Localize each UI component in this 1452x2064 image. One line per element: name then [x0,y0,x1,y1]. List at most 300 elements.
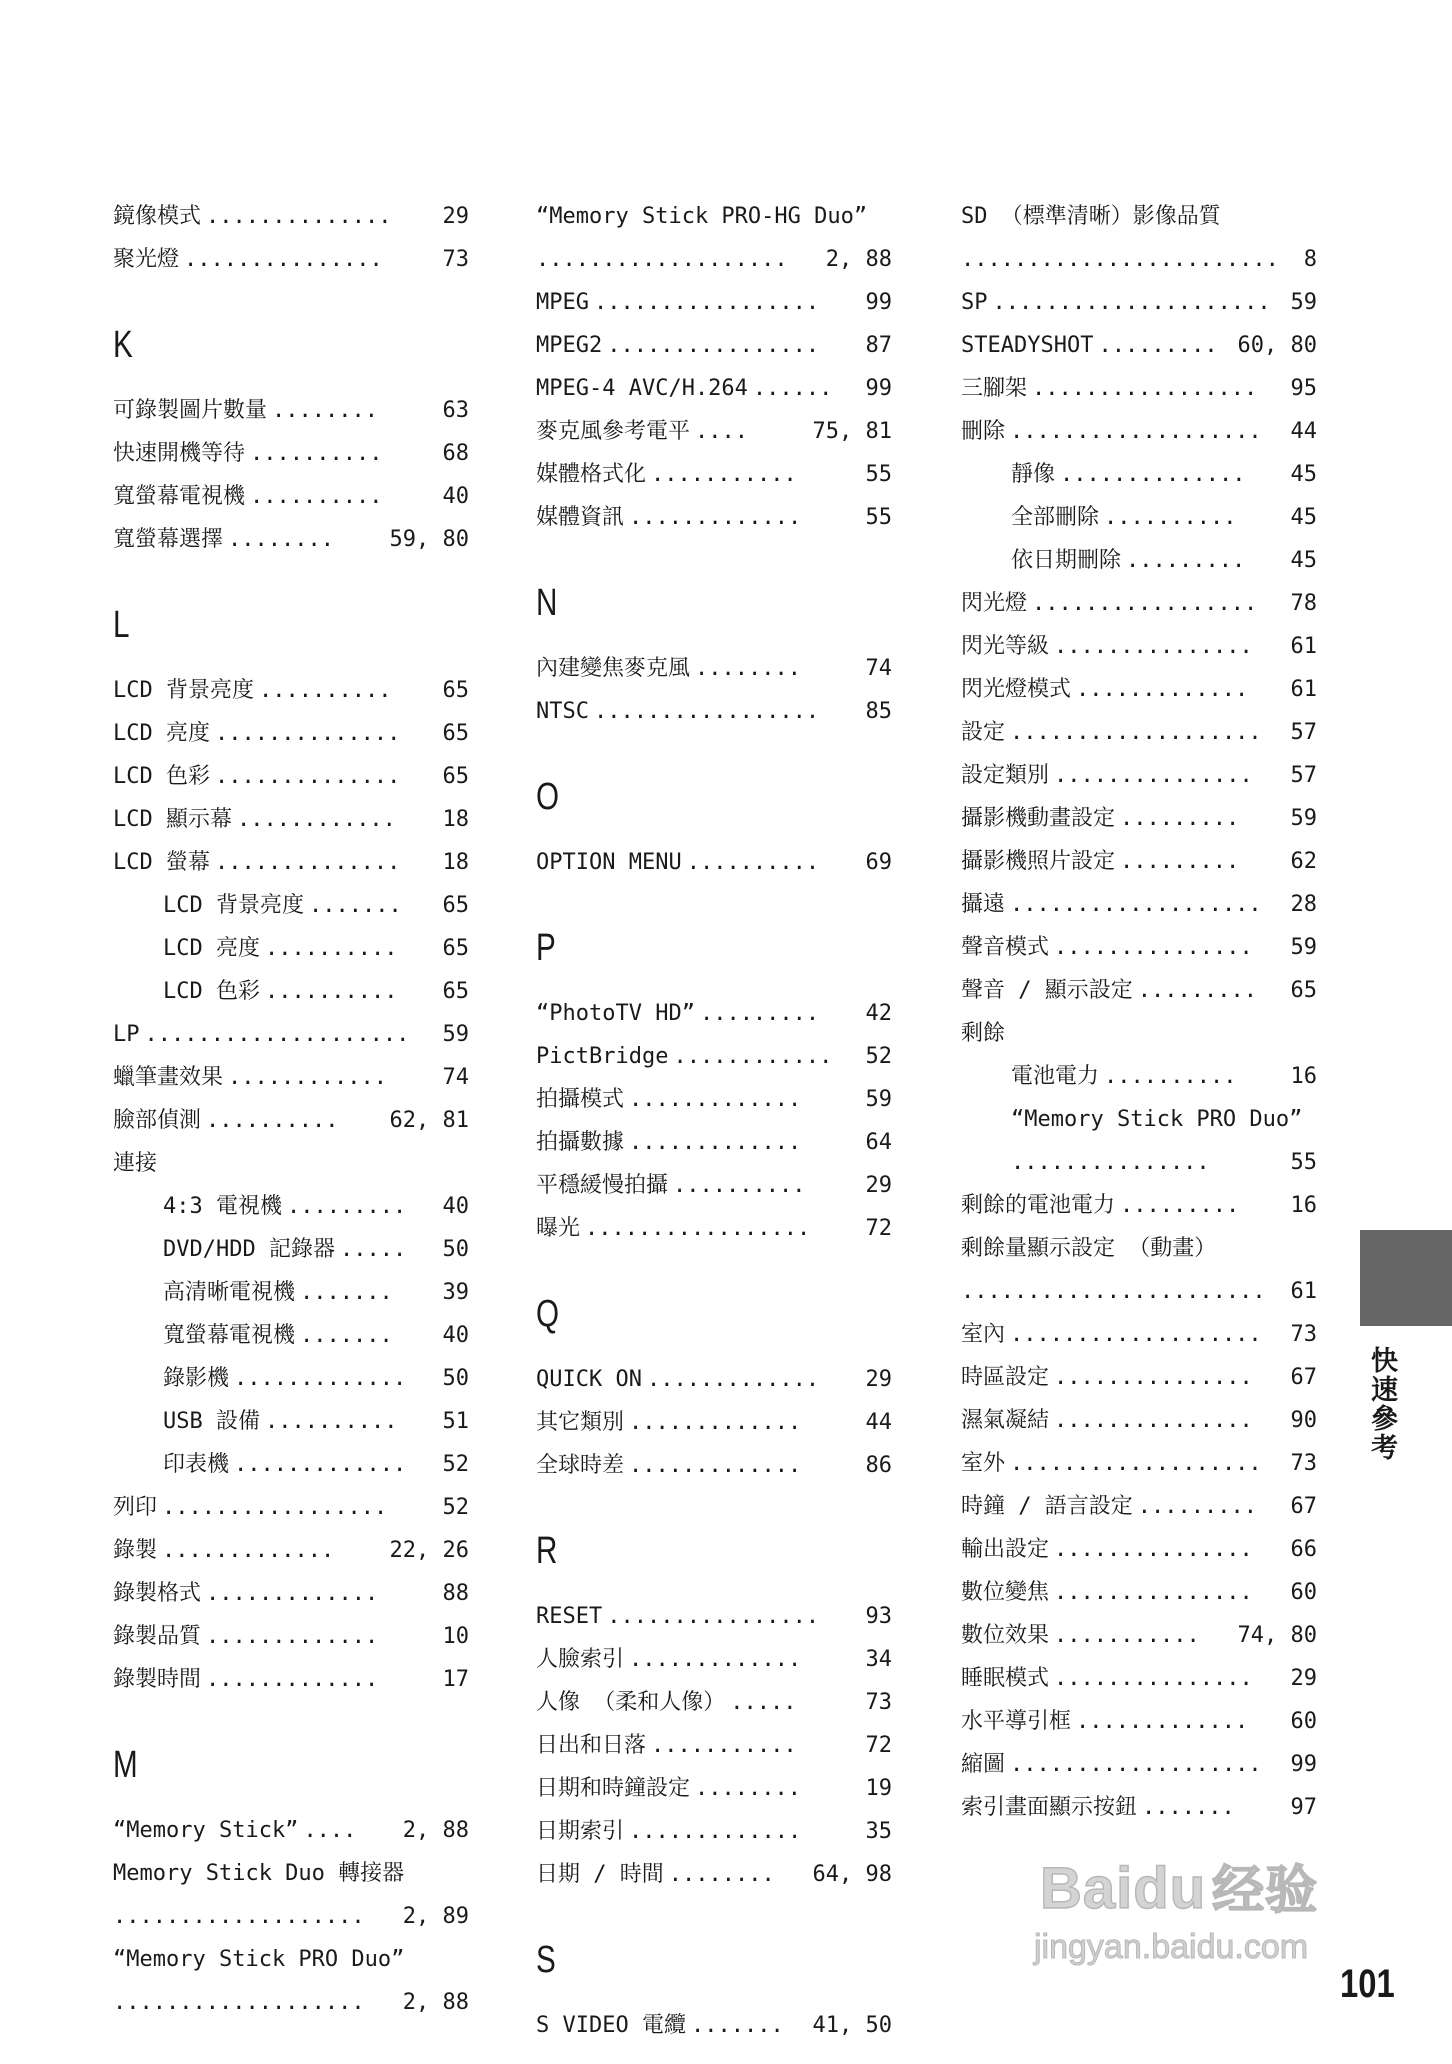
entry-term: 攝影機動畫設定 [961,806,1116,831]
index-entry [536,1078,892,1121]
index-entry [961,926,1317,969]
page-reference: 57 [1290,763,1317,788]
index-entry [961,668,1317,711]
page-reference: 59 [1290,290,1317,315]
entry-term: 縮圖 [961,1752,1006,1777]
entry-term: LP [113,1022,140,1047]
index-entry [536,410,892,453]
entry-term: 臉部偵測 [113,1108,202,1133]
entry-term: 靜像 [1011,462,1056,487]
page-reference: 65 [1290,978,1317,1003]
entry-term: 快速開機等待 [113,441,246,466]
index-entry [113,238,469,281]
page-reference: 73 [1290,1451,1317,1476]
index-entry [961,1743,1317,1786]
index-entry [536,992,892,1035]
index-subentry [113,1357,469,1400]
index-entry [536,1207,892,1250]
entry-term: 蠟筆畫效果 [113,1065,224,1090]
dot-leader: ........ [228,527,334,552]
page-reference: 59 [442,1022,469,1047]
dot-leader: ....... [1142,1795,1235,1820]
entry-term: 寬螢幕電視機 [113,484,246,509]
index-column-2 [536,195,892,2047]
page-reference: 50 [442,1366,469,1391]
entry-term: 聲音模式 [961,935,1050,960]
page-reference: 44 [865,1410,892,1435]
entry-term: 麥克風參考電平 [536,419,691,444]
index-entry [961,1614,1317,1657]
entry-term: 列印 [113,1495,158,1520]
dot-leader: ............. [629,1647,802,1672]
index-entry [961,1313,1317,1356]
page-reference: 59 [865,1087,892,1112]
dot-leader: ........... [651,462,797,487]
index-entry [536,647,892,690]
dot-leader: ........ [695,1776,801,1801]
entry-term: USB 設備 [163,1409,260,1434]
dot-leader: .......... [258,678,392,703]
index-subentry [113,1400,469,1443]
entry-term: 鏡像模式 [113,204,202,229]
page-reference: 99 [1290,1752,1317,1777]
dot-leader: .......... [250,441,383,466]
dot-leader: ............. [646,1367,820,1392]
dot-leader: ............ [228,1065,387,1090]
index-entry [113,1938,469,2024]
index-entry [113,669,469,712]
section-letter-heading: R [536,1530,559,1572]
page-reference: 2, 88 [825,247,892,272]
dot-leader: .......... [250,484,383,509]
entry-term: 拍攝模式 [536,1087,625,1112]
page-reference: 78 [1290,591,1317,616]
entry-term: 人臉索引 [536,1647,625,1672]
dot-leader: ....... [300,1280,393,1305]
page-reference: 42 [865,1001,892,1026]
dot-leader: ............... [1054,1365,1253,1390]
index-entry [961,1657,1317,1700]
page-reference: 19 [865,1776,892,1801]
page-reference: 60 [1290,1580,1317,1605]
dot-leader: .......... [1104,1064,1237,1089]
index-entry [961,754,1317,797]
page-reference: 68 [442,441,469,466]
index-subentry [961,539,1317,582]
page-reference: 65 [442,678,469,703]
dot-leader: ............. [234,1452,407,1477]
index-entry [961,281,1317,324]
index-entry [113,1013,469,1056]
index-subentry [113,1228,469,1271]
entry-term: 室內 [961,1322,1006,1347]
page-reference: 40 [442,1194,469,1219]
dot-leader: ......... [699,1001,820,1026]
entry-term: 日期和時鐘設定 [536,1776,691,1801]
entry-term: 室外 [961,1451,1006,1476]
index-entry [961,840,1317,883]
entry-term: MPEG2 [536,333,603,358]
entry-term: 三腳架 [961,376,1028,401]
index-entry [961,711,1317,754]
dot-leader: ....... [308,893,402,918]
page-reference: 72 [865,1733,892,1758]
index-entry [961,367,1317,410]
entry-term: 日期 / 時間 [536,1862,664,1887]
index-entry [113,195,469,238]
index-entry [961,324,1317,367]
index-entry [961,1700,1317,1743]
page-reference: 45 [1290,505,1317,530]
dot-leader: ............. [1076,677,1249,702]
page-reference: 29 [865,1367,892,1392]
dot-leader: ................... [1010,720,1262,745]
index-subentry [113,1314,469,1357]
page-reference: 2, 89 [402,1904,469,1929]
index-entry [113,1615,469,1658]
entry-term: 剩餘 [961,1021,1006,1046]
entry-term: LCD 背景亮度 [163,893,304,918]
index-entry [961,969,1317,1012]
entry-term: 索引畫面顯示按鈕 [961,1795,1138,1820]
entry-term: 輸出設定 [961,1537,1050,1562]
section-letter-heading: N [536,582,559,624]
dot-leader: ........... [651,1733,797,1758]
entry-term: SD （標準清晰）影像品質 [961,204,1221,229]
page-reference: 22, 26 [389,1538,469,1563]
dot-leader: .......... [264,936,398,961]
index-entry [536,195,892,281]
dot-leader: ................. [162,1495,388,1520]
page-reference: 95 [1290,376,1317,401]
dot-leader: ..................... [992,290,1271,315]
entry-term: “PhotoTV HD” [536,1001,695,1026]
section-letter-heading: Q [536,1293,560,1335]
page-reference: 18 [442,807,469,832]
dot-leader: ............. [206,1667,379,1692]
dot-leader: ............. [629,1819,802,1844]
dot-leader: ................... [1010,1752,1262,1777]
dot-leader: ................. [1032,376,1258,401]
entry-term: 依日期刪除 [1011,548,1122,573]
entry-term: STEADYSHOT [961,333,1094,358]
dot-leader: ......... [1126,548,1246,573]
index-subentry [961,496,1317,539]
section-letter-heading: S [536,1939,557,1981]
entry-term: LCD 螢幕 [113,850,210,875]
index-entry [536,1724,892,1767]
dot-leader: ............. [1076,1709,1249,1734]
entry-term: 高清晰電視機 [163,1280,296,1305]
entry-term: LCD 背景亮度 [113,678,254,703]
page-reference: 18 [442,850,469,875]
page-reference: 34 [865,1647,892,1672]
page-reference: 50 [442,1237,469,1262]
index-entry [961,1227,1317,1313]
page-reference: 45 [1290,462,1317,487]
index-entry [536,1810,892,1853]
entry-term: PictBridge [536,1044,669,1069]
entry-term: 聚光燈 [113,247,180,272]
index-entry [961,1399,1317,1442]
dot-leader: .......... [264,1409,398,1434]
dot-leader: ......... [1137,978,1257,1003]
dot-leader: ............. [234,1366,407,1391]
entry-term: 日期索引 [536,1819,625,1844]
dot-leader: ......... [1120,806,1240,831]
page-reference: 65 [442,893,469,918]
dot-leader: ................... [536,247,788,272]
dot-leader: .... [695,419,748,444]
dot-leader: ............. [629,1453,802,1478]
index-subentry [961,453,1317,496]
page-reference: 97 [1290,1795,1317,1820]
page-reference: 39 [442,1280,469,1305]
dot-leader: ............. [206,1581,379,1606]
dot-leader: .............. [214,850,401,875]
page-reference: 65 [442,764,469,789]
entry-term: 全球時差 [536,1453,625,1478]
entry-term: LCD 亮度 [163,936,260,961]
index-entry [536,281,892,324]
entry-term: 日出和日落 [536,1733,647,1758]
index-entry [113,389,469,432]
dot-leader: ............... [1054,634,1253,659]
page-reference: 2, 88 [402,1990,469,2015]
page-reference: 69 [865,850,892,875]
section-letter-heading: L [113,604,131,646]
entry-term: S VIDEO 電纜 [536,2013,686,2038]
entry-term: 時區設定 [961,1365,1050,1390]
dot-leader: ................ [607,333,820,358]
dot-leader: .............. [214,721,401,746]
dot-leader: ......... [1120,1193,1240,1218]
dot-leader: ............... [1054,1580,1253,1605]
page-reference: 59, 80 [389,527,469,552]
entry-term: 媒體資訊 [536,505,625,530]
dot-leader: .......... [264,979,398,1004]
page-reference: 60, 80 [1237,333,1317,358]
dot-leader: .............. [214,764,401,789]
index-entry [536,841,892,884]
page-reference: 72 [865,1216,892,1241]
index-entry [113,1572,469,1615]
entry-term: 水平導引框 [961,1709,1072,1734]
entry-term: Memory Stick Duo 轉接器 [113,1861,405,1886]
entry-term: 設定類別 [961,763,1050,788]
index-entry [961,410,1317,453]
entry-term: “Memory Stick PRO-HG Duo” [536,204,868,229]
page-number: 101 [1340,1962,1395,2006]
index-entry [113,712,469,755]
entry-term: RESET [536,1604,603,1629]
index-entry [113,1486,469,1529]
entry-term: “Memory Stick” [113,1818,299,1843]
entry-term: 聲音 / 顯示設定 [961,978,1133,1003]
index-entry [961,625,1317,668]
page-reference: 64, 98 [812,1862,892,1887]
dot-leader: ................... [113,1990,365,2015]
index-entry [536,1638,892,1681]
page-reference: 67 [1290,1494,1317,1519]
index-subentry [113,884,469,927]
index-entry [961,582,1317,625]
dot-leader: .......... [686,850,820,875]
page-reference: 64 [865,1130,892,1155]
entry-term: 4:3 電視機 [163,1194,282,1219]
dot-leader: ....... [300,1323,393,1348]
index-entry [536,1595,892,1638]
index-subentry [961,1055,1317,1098]
section-tab [1360,1230,1452,1326]
section-letter-heading: P [536,927,557,969]
page-reference: 63 [442,398,469,423]
index-entry [536,1358,892,1401]
page-reference: 44 [1290,419,1317,444]
page-reference: 88 [442,1581,469,1606]
page-reference: 60 [1290,1709,1317,1734]
entry-term: 其它類別 [536,1410,625,1435]
index-entry [113,1099,469,1142]
index-entry [536,690,892,733]
page-reference: 99 [865,290,892,315]
index-entry [961,1356,1317,1399]
page-reference: 86 [865,1453,892,1478]
page-reference: 55 [865,462,892,487]
dot-leader: ................. [585,1216,811,1241]
index-entry [113,755,469,798]
entry-term: 全部刪除 [1011,505,1100,530]
page-reference: 66 [1290,1537,1317,1562]
page-reference: 67 [1290,1365,1317,1390]
page-reference: 73 [442,247,469,272]
index-entry [536,1853,892,1896]
index-entry [536,1401,892,1444]
page-reference: 65 [442,979,469,1004]
index-column-1 [113,195,469,2024]
index-entry [536,453,892,496]
dot-leader: ................... [1010,1451,1262,1476]
entry-term: 閃光燈模式 [961,677,1072,702]
page-reference: 55 [865,505,892,530]
dot-leader: ................. [593,290,820,315]
page-reference: 41, 50 [812,2013,892,2038]
page-reference: 40 [442,1323,469,1348]
page-reference: 2, 88 [402,1818,469,1843]
entry-term: MPEG-4 AVC/H.264 [536,376,748,401]
entry-term: QUICK ON [536,1367,642,1392]
page-reference: 57 [1290,720,1317,745]
dot-leader: ....................... [961,1279,1266,1304]
page-reference: 52 [865,1044,892,1069]
section-letter-heading: K [113,324,134,366]
entry-term: 媒體格式化 [536,462,647,487]
entry-term: LCD 色彩 [163,979,260,1004]
index-entry [536,1121,892,1164]
dot-leader: ........ [272,398,378,423]
entry-term: 拍攝數據 [536,1130,625,1155]
entry-term: 平穩緩慢拍攝 [536,1173,669,1198]
index-entry [536,496,892,539]
page-reference: 62 [1290,849,1317,874]
page-reference: 40 [442,484,469,509]
dot-leader: ........... [1054,1623,1200,1648]
index-entry [961,195,1317,281]
entry-term: 濕氣凝結 [961,1408,1050,1433]
page-reference: 29 [1290,1666,1317,1691]
dot-leader: ............. [629,1087,802,1112]
page-reference: 59 [1290,806,1317,831]
index-entry [536,1035,892,1078]
dot-leader: ................... [1010,892,1262,917]
page-reference: 99 [865,376,892,401]
index-entry [961,1184,1317,1227]
index-entry [113,1809,469,1852]
entry-term: 數位效果 [961,1623,1050,1648]
entry-term: 設定 [961,720,1006,745]
dot-leader: ......... [286,1194,407,1219]
dot-leader: ............... [1011,1150,1210,1175]
dot-leader: ........ [695,656,801,681]
entry-term: 剩餘的電池電力 [961,1193,1116,1218]
dot-leader: ......... [1120,849,1240,874]
page-reference: 73 [865,1690,892,1715]
entry-term: 閃光等級 [961,634,1050,659]
page-reference: 28 [1290,892,1317,917]
dot-leader: .............. [206,204,392,229]
dot-leader: .... [303,1818,357,1843]
index-entry [113,841,469,884]
entry-term: MPEG [536,290,589,315]
dot-leader: ............ [673,1044,833,1069]
dot-leader: ............... [1054,1666,1253,1691]
entry-term: 電池電力 [1011,1064,1100,1089]
entry-term: 閃光燈 [961,591,1028,616]
entry-term: “Memory Stick PRO Duo” [113,1947,405,1972]
entry-term: 剩餘量顯示設定 （動畫） [961,1236,1217,1261]
baidu-watermark [1010,1848,1340,1998]
dot-leader: ............... [184,247,383,272]
index-column-3 [961,195,1317,1829]
entry-term: 時鐘 / 語言設定 [961,1494,1133,1519]
dot-leader: ............... [1054,1537,1253,1562]
dot-leader: ............... [1054,935,1253,960]
page-reference: 61 [1290,1279,1317,1304]
dot-leader: ............. [629,1130,802,1155]
page-reference: 52 [442,1495,469,1520]
dot-leader: ............. [206,1624,379,1649]
page-reference: 74 [865,656,892,681]
entry-term: 錄製時間 [113,1667,202,1692]
index-subentry [113,1185,469,1228]
dot-leader: .................... [144,1022,410,1047]
dot-leader: ................... [113,1904,365,1929]
page-reference: 85 [865,699,892,724]
page-reference: 45 [1290,548,1317,573]
entry-term: 內建變焦麥克風 [536,656,691,681]
entry-term: LCD 色彩 [113,764,210,789]
index-entry [961,1528,1317,1571]
dot-leader: ......... [1137,1494,1257,1519]
index-entry [536,2004,892,2047]
entry-term: 數位變焦 [961,1580,1050,1605]
index-entry [961,1485,1317,1528]
page-reference: 52 [442,1452,469,1477]
entry-term: 錄影機 [163,1366,230,1391]
dot-leader: ............ [236,807,396,832]
index-entry [113,518,469,561]
dot-leader: ................. [593,699,820,724]
